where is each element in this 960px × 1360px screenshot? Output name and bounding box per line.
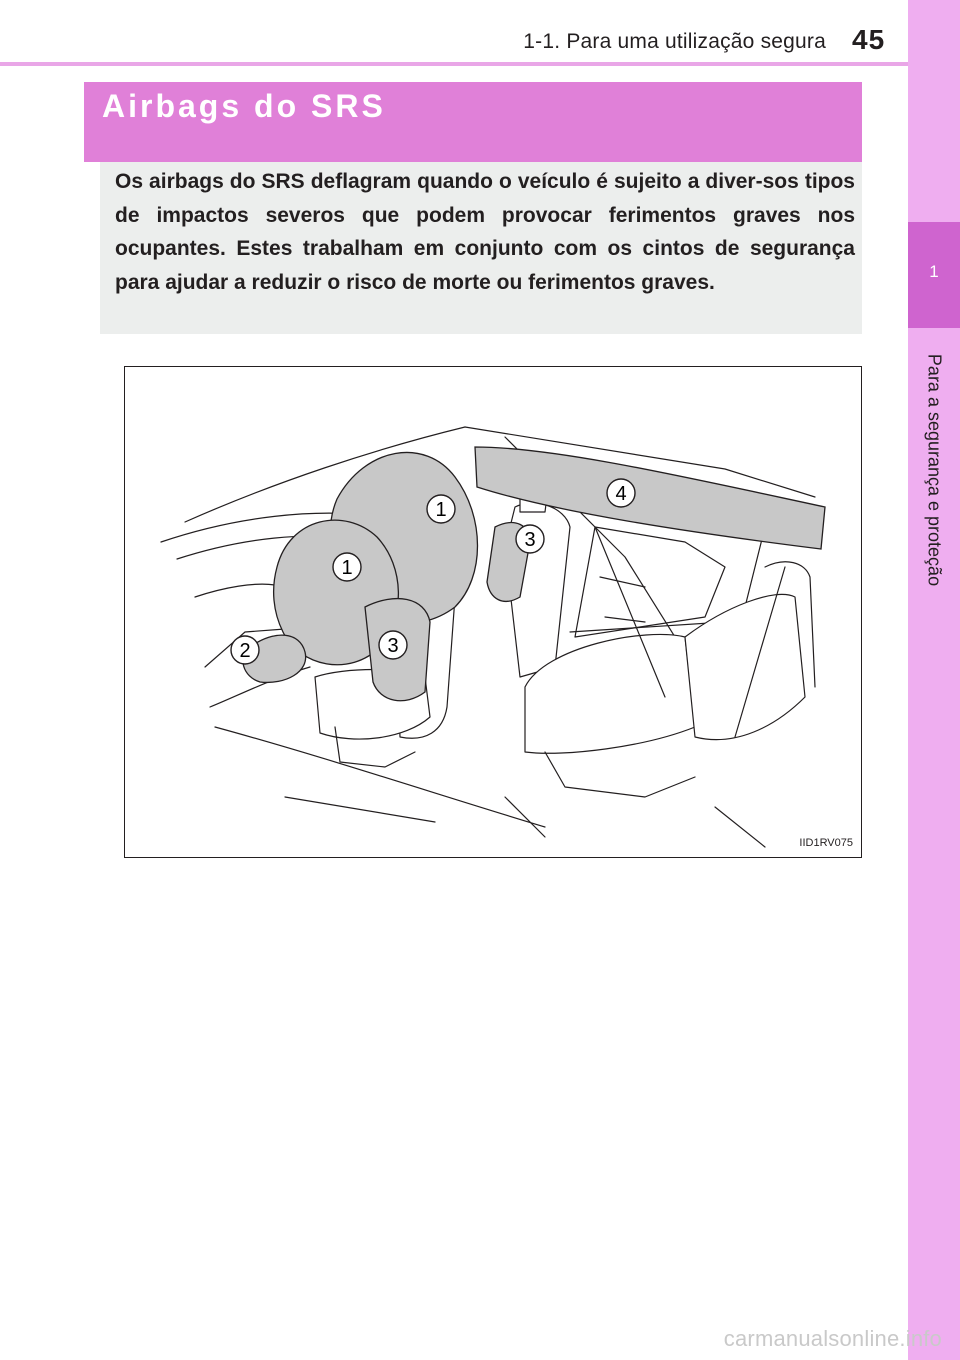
svg-text:4: 4 bbox=[615, 483, 627, 505]
callout-1-passenger-airbag bbox=[427, 495, 455, 523]
svg-text:1: 1 bbox=[341, 557, 353, 579]
chapter-title: Para a segurança e proteção bbox=[924, 353, 945, 587]
callout-3-front-side-airbag bbox=[379, 631, 407, 659]
callout-2-knee-airbag bbox=[231, 636, 259, 664]
svg-text:3: 3 bbox=[524, 529, 536, 551]
callout-4-curtain-airbag bbox=[607, 479, 635, 507]
header-section-title: 1-1. Para uma utilização segura bbox=[523, 30, 826, 53]
intro-text: Os airbags do SRS deflagram quando o veículo é sujeito a diver-sos tipos de impactos severos que podem provocar ferimentos graves nos ocupantes. Estes trabalham em conjunto com os cintos de segurança para ajudar a reduzir o risco de morte ou ferimentos graves. bbox=[115, 170, 855, 294]
header-rule bbox=[0, 62, 908, 66]
callout-3-passenger-side-airbag bbox=[516, 525, 544, 553]
car-interior-drawing bbox=[125, 367, 861, 857]
figure-code: IID1RV075 bbox=[799, 837, 853, 849]
svg-text:1: 1 bbox=[435, 499, 447, 521]
svg-text:2: 2 bbox=[239, 640, 251, 662]
page-number: 45 bbox=[852, 24, 886, 55]
callout-1-driver-airbag bbox=[333, 553, 361, 581]
svg-text:3: 3 bbox=[387, 635, 399, 657]
chapter-number: 1 bbox=[929, 262, 939, 281]
watermark: carmanualsonline.info bbox=[723, 1326, 942, 1351]
section-title: Airbags do SRS bbox=[102, 88, 386, 124]
chapter-side-tab bbox=[908, 0, 960, 1360]
airbag-illustration bbox=[124, 366, 862, 858]
